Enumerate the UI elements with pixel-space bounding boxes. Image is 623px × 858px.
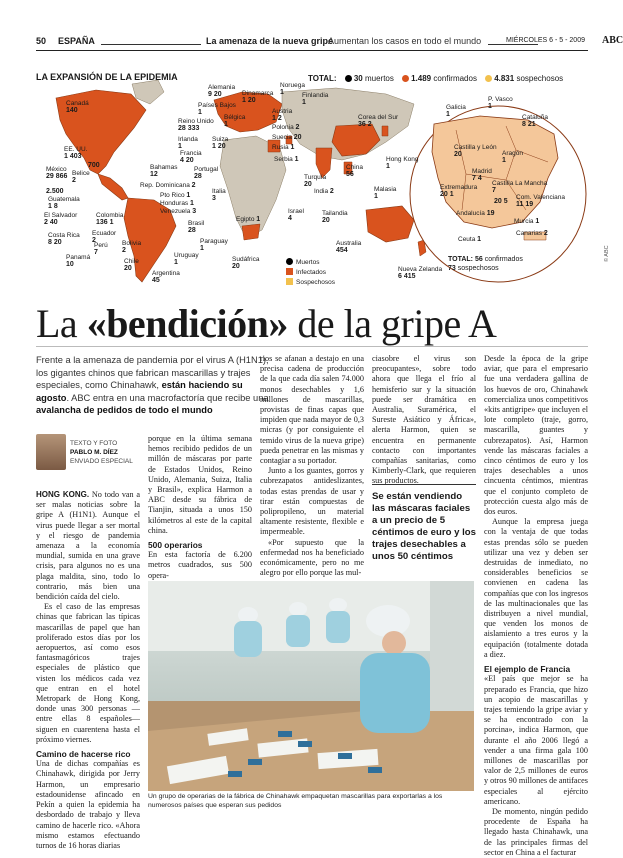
country-label: China 56 (346, 164, 363, 179)
country-label: Canadá 140 (66, 100, 89, 115)
central-america-shape (98, 174, 128, 200)
australia-shape (366, 206, 414, 242)
factory-scene (148, 581, 474, 791)
country-label: Bolivia 2 (122, 240, 142, 255)
spain-region-label: Castilla La Mancha 7 (492, 180, 548, 195)
author-photo (36, 434, 66, 470)
country-label: 2.500 (46, 188, 64, 195)
spain-region-label: 20 5 (494, 198, 508, 205)
country-label: Turquía 20 (304, 174, 327, 189)
country-label: Sudáfrica 20 (232, 256, 260, 271)
header-rule (101, 44, 201, 45)
subheading: 500 operarios (148, 540, 203, 551)
country-label: Serbia 1 (274, 156, 299, 163)
headline-rule (36, 346, 588, 347)
spain-region-label: Extremadura 20 1 (440, 184, 478, 199)
map-credit: © ABC (604, 245, 610, 262)
totals-dead-label: muertos (364, 74, 394, 83)
pull-quote: Se están vendiendo las máscaras faciales a un precio de 5 céntimos de euro y los trajes desechables a unos 50 céntimos (372, 484, 476, 563)
spain-region-label: Madrid 7 4 (472, 168, 492, 183)
factory-photo (148, 581, 474, 791)
country-label: Panamá 10 (66, 254, 91, 269)
country-label: Suiza 1 20 (212, 136, 229, 151)
country-label: Dinamarca 1 20 (242, 90, 274, 105)
totals-dead: 30 (353, 74, 363, 83)
country-label: Costa Rica 8 20 (48, 232, 80, 247)
country-label: El Salvador 2 40 (44, 212, 78, 227)
infected-dot-icon (402, 75, 409, 82)
country-label: Suecia 20 (272, 134, 302, 141)
totals-infected: 1.489 (411, 74, 432, 83)
country-label: Polonia 2 (272, 124, 300, 131)
totals-label: TOTAL: (308, 74, 337, 83)
dateline: HONG KONG. (36, 490, 90, 499)
country-label: Bahamas 12 (150, 164, 178, 179)
country-label: Alemania 9 20 (208, 84, 236, 99)
epidemic-map (36, 70, 588, 292)
spain-region-label: Cataluña 8 21 (522, 114, 549, 129)
country-label: Portugal 28 (194, 166, 219, 181)
country-label: Bélgica 1 (224, 114, 246, 129)
south-africa-shape (242, 224, 260, 240)
country-label: Rusia 1 (272, 144, 295, 151)
suspected-dot-icon (485, 75, 492, 82)
country-label: 700 (88, 162, 100, 169)
suspected-swatch-icon (286, 278, 293, 285)
header-dek: Aumentan los casos en todo el mundo (328, 36, 482, 46)
article-lead: Frente a la amenaza de pandemia por el virus A (H1N1), los gigantes chinos que fabrican mascarillas y trajes especiales, como Chinahawk, están haciendo su agosto. ABC entra en una macrofactoría que recibe una avalancha de pedidos de todo el mundo (36, 355, 269, 416)
dead-dot-icon (345, 75, 352, 82)
page-header (36, 35, 623, 50)
dead-dot-icon (286, 258, 293, 265)
map-legend: Muertos Infectados Sospechosos (286, 258, 335, 287)
map-totals (308, 74, 563, 83)
country-label: Venezuela 3 (160, 208, 197, 215)
spain-region-label: P. Vasco 1 (488, 96, 513, 111)
spain-region-label: Canarias 2 (516, 230, 548, 237)
country-label: Egipto 1 (236, 216, 261, 223)
spain-region-label: Aragón 1 (502, 150, 523, 165)
country-label: Hong Kong 1 (386, 156, 419, 171)
country-label: Paraguay 1 (200, 238, 228, 253)
country-label: Francia 4 20 (180, 150, 202, 165)
article-headline: La «bendición» de la gripe A (36, 301, 497, 346)
spain-totals: TOTAL: 56 confirmados 73 sospechosos (448, 256, 523, 273)
headline-strong: «bendición» (86, 301, 288, 346)
country-label: Argentina 45 (152, 270, 180, 285)
country-label: Perú 7 (94, 242, 108, 257)
byline (36, 434, 146, 478)
totals-infected-label: confirmados (433, 74, 477, 83)
country-label: Chile 20 (124, 258, 139, 273)
totals-suspected-label: sospechosos (516, 74, 564, 83)
country-label: México 29 866 (46, 166, 68, 181)
spain-region-label: Andalucía 19 (456, 210, 495, 217)
country-label: India 2 (314, 188, 334, 195)
country-label: Brasil 28 (188, 220, 205, 235)
page-number: 50 (36, 36, 47, 46)
country-label: Belice 2 (72, 170, 90, 185)
country-label: Austria 1 2 (272, 108, 293, 123)
column-3: rios se afanan a destajo en una precisa cadena de producción de la que cada día salen 74.000 monos desechables y 1,6 millones de mascarillas, provistas de finas capas que impiden que nada mayor de 0,3 micras (y por consiguiente el temido virus de la nueva gripe) pueda penetrar en las mismas y contagiar a su portador. Junto a los guantes, gorros y cubrezapatos antideslizantes, todas estas prendas de usar y tirar están compuestas de polipropileno, un material altamente resistente, flexible e impermeable. «Por supuesto que la enfermedad nos ha beneficiado económicamente, pero no me alegro por ello porque las mul- (260, 354, 364, 578)
country-label: Irlanda 1 (178, 136, 198, 151)
photo-caption: Un grupo de operarias de la fábrica de Chinahawk empaquetan mascarillas para exportarlas a los numerosos países que esperan sus pedidos (148, 793, 443, 809)
country-label: Nueva Zelanda 6 415 (398, 266, 443, 281)
byline-role: TEXTO Y FOTO (70, 440, 118, 447)
header-divider (36, 50, 588, 51)
totals-suspected: 4.831 (494, 74, 515, 83)
subheading: El ejemplo de Francia (484, 664, 571, 675)
spain-region-label: Murcia 1 (514, 218, 540, 225)
header-kicker: La amenaza de la nueva gripe (206, 36, 334, 46)
country-label: Malasia 1 (374, 186, 397, 201)
spain-region-label: Com. Valenciana 11 19 (516, 194, 566, 209)
country-label: Uruguay 1 (174, 252, 199, 267)
section-label: ESPAÑA (58, 36, 95, 46)
map-title: LA EXPANSIÓN DE LA EPIDEMIA (36, 72, 178, 82)
country-label: Noruega 1 (280, 82, 305, 97)
country-label: Guatemala 1 8 (48, 196, 80, 211)
country-label: Países Bajos 1 (198, 102, 236, 117)
country-label: Rep. Dominicana 2 (140, 182, 196, 189)
byline-title: ENVIADO ESPECIAL (70, 457, 133, 465)
infected-swatch-icon (286, 268, 293, 275)
country-label: Colombia 136 1 (96, 212, 124, 227)
country-label: Reino Unido 28 333 (178, 118, 214, 133)
spain-region-label: Ceuta 1 (458, 236, 482, 243)
spain-region-label: Castilla y León 20 (454, 144, 497, 159)
column-4: ciasobre el virus son preocupantes», sobre todo ahora que llega el frío al hemisferio sur y la situación puede ser dramática en Australia, Suramérica, el Sureste Asiático y África», alerta Harmon, quien se encuentra en permanente contacto con importantes compañías sanitarias, como Kimberly-Clark, que requieren sus productos. (372, 354, 476, 486)
abc-logo: ABC (602, 35, 623, 46)
subheading: Camino de hacerse rico (36, 749, 131, 760)
spain-region-label: Galicia 1 (446, 104, 466, 119)
country-label: Italia 3 (212, 188, 226, 203)
header-date: MIÉRCOLES 6 - 5 - 2009 (506, 37, 585, 44)
country-label: Honduras 1 (160, 200, 194, 207)
country-label: Pto Rico 1 (160, 192, 191, 199)
country-label: Israel 4 (288, 208, 304, 223)
country-label: Corea del Sur 36 2 (358, 114, 399, 129)
country-label: Tailandia 20 (322, 210, 348, 225)
header-rule (488, 44, 538, 45)
country-label: Ecuador 2 (92, 230, 117, 245)
country-label: Australia 454 (336, 240, 362, 255)
column-2: porque en la última semana hemos recibido pedidos de un millón de máscaras por parte de Estados Unidos, Reino Unido, Alemania, Suiza, Italia y Brasil», explica Harmon a ABC desde su fábrica de Tianjin, situada a unos 150 kilómetros al este de la capital china. 500 operarios En esta factoría de 6.200 metros cuadrados, sus 500 opera- (148, 434, 252, 580)
column-1: HONG KONG. No todo van a ser malas noticias sobre la gripe A (H1N1). Aunque el virus puede llegar a ser mortal y el riesgo de pandemia amenaza a la economía mundial, sumida en una grave crisis, para algunos no es una plaga maldita, sino, todo lo contrario, más bien una bendición caída del cielo. Es el caso de las empresas chinas que fabrican las típicas mascarillas de papel que han proliferado estos días por los aeropuertos, así como esos fantasmagóricos trajes especiales de plástico que visten los médicos cada vez que entran en el hotel Metropark de Hong Kong, donde unas 300 personas —entre ellas 8 españoles— siguen en cuarentena hasta el próximo viernes. Camino de hacerse rico Una de dichas compañías es Chinahawk, dirigida por Jerry Harmon, un empresario estadounidense afincado en Pekín a quien la epidemia ha desbordado de trabajo y lleva camino de hacerle rico. «Ahora mismo estamos efectuando turnos de 16 horas diarias (36, 490, 140, 850)
column-5: Desde la época de la gripe aviar, que para el empresario fue una verdadera gallina de los huevos de oro, Chinahawk comercializa unos competitivos «kits antigripe» que incluyen el lote completo (traje, gorro, mascarilla, guantes y cubrezapatos). Así, Harmon vende las máscaras faciales a cinco céntimos de euro y los trajes desechables a unos cincuenta céntimos, mientras que el conjunto completo de protección cuesta algo más de dos euros. Aunque la empresa juega con la ventaja de que todas estas prendas sólo se pueden utilizar una vez y deben ser destruidas de inmediato, no considerables beneficios se convienen en cadena las compañías que con los ingresos de las multinacionales que las distribuyen a nivel mundial, que venden los monos de aislamiento a tres euros y la equipación (totalmente dotada a diez. El ejemplo de Francia «El país que mejor se ha preparado es Francia, que hizo un acopio de mascarillas y trajes temiendo la gripe aviar y se ha encontrado con la porcina», indica Harmon, que durante el año 2006 llegó a vender a una firma gala 100 millones de mascarillas por valor de 2,5 millones de euros y otros 90 millones de antifaces especiales al ejército americano. De momento, ningún pedido procedente de España ha llegado hasta Chinahawk, una de las principales firmas del sector en China a el facturar (484, 354, 588, 857)
country-label: Finlandia 1 (302, 92, 329, 107)
country-label: EE. UU. 1 403 (64, 146, 88, 161)
byline-author: PABLO M. DÍEZ (70, 448, 118, 456)
